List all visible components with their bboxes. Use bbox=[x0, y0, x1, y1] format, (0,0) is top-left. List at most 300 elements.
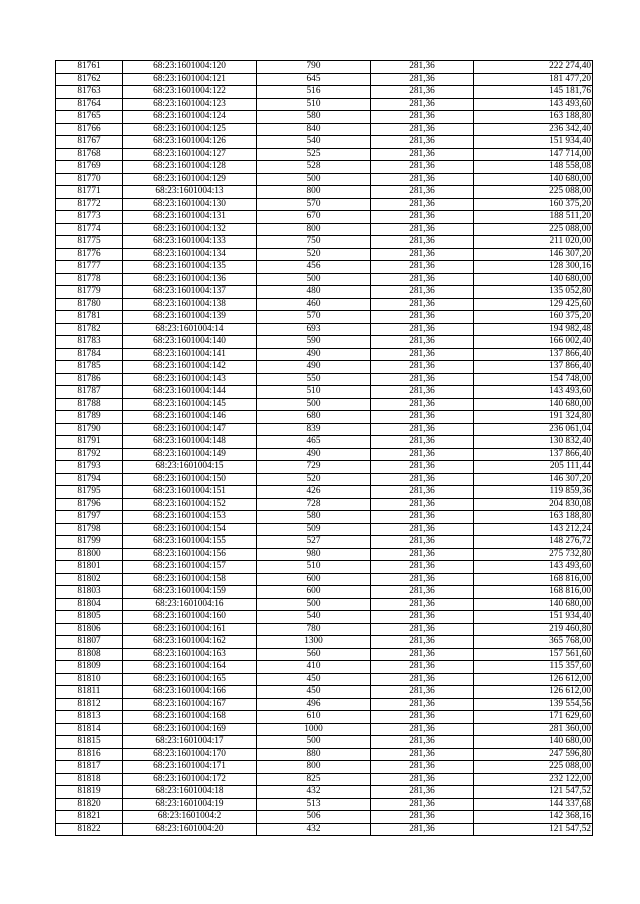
amount-cell: 166 002,40 bbox=[474, 336, 593, 349]
row-number-cell: 81793 bbox=[56, 461, 123, 474]
cadastral-number-cell: 68:23:1601004:166 bbox=[123, 686, 257, 699]
cadastral-number-cell: 68:23:1601004:132 bbox=[123, 223, 257, 236]
row-number-cell: 81786 bbox=[56, 373, 123, 386]
cadastral-number-cell: 68:23:1601004:171 bbox=[123, 761, 257, 774]
amount-cell: 148 276,72 bbox=[474, 536, 593, 549]
table-row bbox=[56, 111, 593, 124]
rate-cell: 281,36 bbox=[371, 123, 474, 136]
area-cell: 510 bbox=[257, 561, 371, 574]
amount-cell: 143 493,60 bbox=[474, 561, 593, 574]
row-number-cell: 81816 bbox=[56, 748, 123, 761]
area-cell: 800 bbox=[257, 223, 371, 236]
rate-cell: 281,36 bbox=[371, 761, 474, 774]
table-row bbox=[56, 673, 593, 686]
row-number-cell: 81814 bbox=[56, 723, 123, 736]
cadastral-number-cell: 68:23:1601004:122 bbox=[123, 86, 257, 99]
row-number-cell: 81790 bbox=[56, 423, 123, 436]
amount-cell: 163 188,80 bbox=[474, 111, 593, 124]
rate-cell: 281,36 bbox=[371, 736, 474, 749]
row-number-cell: 81773 bbox=[56, 211, 123, 224]
table-row bbox=[56, 748, 593, 761]
rate-cell: 281,36 bbox=[371, 448, 474, 461]
row-number-cell: 81779 bbox=[56, 286, 123, 299]
table-row bbox=[56, 786, 593, 799]
row-number-cell: 81762 bbox=[56, 73, 123, 86]
area-cell: 432 bbox=[257, 786, 371, 799]
amount-cell: 225 088,00 bbox=[474, 761, 593, 774]
cadastral-number-cell: 68:23:1601004:162 bbox=[123, 636, 257, 649]
area-cell: 513 bbox=[257, 798, 371, 811]
area-cell: 790 bbox=[257, 61, 371, 74]
amount-cell: 168 816,00 bbox=[474, 586, 593, 599]
table-row bbox=[56, 311, 593, 324]
row-number-cell: 81795 bbox=[56, 486, 123, 499]
cadastral-number-cell: 68:23:1601004:13 bbox=[123, 186, 257, 199]
cadastral-number-cell: 68:23:1601004:16 bbox=[123, 598, 257, 611]
table-row bbox=[56, 323, 593, 336]
area-cell: 750 bbox=[257, 236, 371, 249]
area-cell: 570 bbox=[257, 311, 371, 324]
rate-cell: 281,36 bbox=[371, 611, 474, 624]
cadastral-number-cell: 68:23:1601004:141 bbox=[123, 348, 257, 361]
area-cell: 450 bbox=[257, 686, 371, 699]
cadastral-number-cell: 68:23:1601004:163 bbox=[123, 648, 257, 661]
table-row bbox=[56, 423, 593, 436]
amount-cell: 130 832,40 bbox=[474, 436, 593, 449]
table-row bbox=[56, 498, 593, 511]
rate-cell: 281,36 bbox=[371, 748, 474, 761]
cadastral-number-cell: 68:23:1601004:153 bbox=[123, 511, 257, 524]
area-cell: 600 bbox=[257, 586, 371, 599]
cadastral-number-cell: 68:23:1601004:134 bbox=[123, 248, 257, 261]
table-row bbox=[56, 736, 593, 749]
row-number-cell: 81761 bbox=[56, 61, 123, 74]
rate-cell: 281,36 bbox=[371, 473, 474, 486]
cadastral-number-cell: 68:23:1601004:155 bbox=[123, 536, 257, 549]
rate-cell: 281,36 bbox=[371, 573, 474, 586]
row-number-cell: 81794 bbox=[56, 473, 123, 486]
table-row bbox=[56, 98, 593, 111]
table-row bbox=[56, 686, 593, 699]
table-row bbox=[56, 536, 593, 549]
cadastral-number-cell: 68:23:1601004:124 bbox=[123, 111, 257, 124]
cadastral-number-cell: 68:23:1601004:133 bbox=[123, 236, 257, 249]
row-number-cell: 81781 bbox=[56, 311, 123, 324]
table-row bbox=[56, 336, 593, 349]
row-number-cell: 81812 bbox=[56, 698, 123, 711]
area-cell: 510 bbox=[257, 98, 371, 111]
row-number-cell: 81789 bbox=[56, 411, 123, 424]
area-cell: 645 bbox=[257, 73, 371, 86]
table-row bbox=[56, 773, 593, 786]
rate-cell: 281,36 bbox=[371, 723, 474, 736]
area-cell: 580 bbox=[257, 511, 371, 524]
area-cell: 500 bbox=[257, 398, 371, 411]
area-cell: 506 bbox=[257, 811, 371, 824]
amount-cell: 154 748,00 bbox=[474, 373, 593, 386]
rate-cell: 281,36 bbox=[371, 73, 474, 86]
table-row bbox=[56, 486, 593, 499]
cadastral-number-cell: 68:23:1601004:151 bbox=[123, 486, 257, 499]
cadastral-number-cell: 68:23:1601004:143 bbox=[123, 373, 257, 386]
cadastral-number-cell: 68:23:1601004:131 bbox=[123, 211, 257, 224]
rate-cell: 281,36 bbox=[371, 398, 474, 411]
rate-cell: 281,36 bbox=[371, 661, 474, 674]
row-number-cell: 81810 bbox=[56, 673, 123, 686]
amount-cell: 188 511,20 bbox=[474, 211, 593, 224]
area-cell: 670 bbox=[257, 211, 371, 224]
row-number-cell: 81801 bbox=[56, 561, 123, 574]
table-row bbox=[56, 711, 593, 724]
amount-cell: 222 274,40 bbox=[474, 61, 593, 74]
cadastral-number-cell: 68:23:1601004:123 bbox=[123, 98, 257, 111]
row-number-cell: 81822 bbox=[56, 823, 123, 836]
amount-cell: 147 714,00 bbox=[474, 148, 593, 161]
row-number-cell: 81776 bbox=[56, 248, 123, 261]
area-cell: 480 bbox=[257, 286, 371, 299]
table-row bbox=[56, 473, 593, 486]
table-row bbox=[56, 611, 593, 624]
cadastral-number-cell: 68:23:1601004:161 bbox=[123, 623, 257, 636]
table-row bbox=[56, 198, 593, 211]
area-cell: 510 bbox=[257, 386, 371, 399]
rate-cell: 281,36 bbox=[371, 523, 474, 536]
cadastral-number-cell: 68:23:1601004:138 bbox=[123, 298, 257, 311]
area-cell: 1000 bbox=[257, 723, 371, 736]
rate-cell: 281,36 bbox=[371, 161, 474, 174]
amount-cell: 194 982,48 bbox=[474, 323, 593, 336]
table-row bbox=[56, 398, 593, 411]
row-number-cell: 81809 bbox=[56, 661, 123, 674]
table-row bbox=[56, 598, 593, 611]
area-cell: 450 bbox=[257, 673, 371, 686]
table-row bbox=[56, 823, 593, 836]
row-number-cell: 81799 bbox=[56, 536, 123, 549]
amount-cell: 146 307,20 bbox=[474, 473, 593, 486]
area-cell: 680 bbox=[257, 411, 371, 424]
amount-cell: 168 816,00 bbox=[474, 573, 593, 586]
table-row bbox=[56, 123, 593, 136]
rate-cell: 281,36 bbox=[371, 261, 474, 274]
cadastral-number-cell: 68:23:1601004:148 bbox=[123, 436, 257, 449]
row-number-cell: 81821 bbox=[56, 811, 123, 824]
row-number-cell: 81805 bbox=[56, 611, 123, 624]
rate-cell: 281,36 bbox=[371, 711, 474, 724]
cadastral-number-cell: 68:23:1601004:129 bbox=[123, 173, 257, 186]
rate-cell: 281,36 bbox=[371, 373, 474, 386]
area-cell: 825 bbox=[257, 773, 371, 786]
amount-cell: 143 493,60 bbox=[474, 98, 593, 111]
rate-cell: 281,36 bbox=[371, 511, 474, 524]
amount-cell: 140 680,00 bbox=[474, 398, 593, 411]
area-cell: 527 bbox=[257, 536, 371, 549]
row-number-cell: 81765 bbox=[56, 111, 123, 124]
table-row bbox=[56, 298, 593, 311]
row-number-cell: 81770 bbox=[56, 173, 123, 186]
amount-cell: 236 061,04 bbox=[474, 423, 593, 436]
cadastral-number-cell: 68:23:1601004:136 bbox=[123, 273, 257, 286]
row-number-cell: 81813 bbox=[56, 711, 123, 724]
table-row bbox=[56, 361, 593, 374]
amount-cell: 137 866,40 bbox=[474, 448, 593, 461]
amount-cell: 126 612,00 bbox=[474, 686, 593, 699]
cadastral-number-cell: 68:23:1601004:159 bbox=[123, 586, 257, 599]
rate-cell: 281,36 bbox=[371, 236, 474, 249]
area-cell: 520 bbox=[257, 248, 371, 261]
table-row bbox=[56, 186, 593, 199]
table-row bbox=[56, 511, 593, 524]
amount-cell: 281 360,00 bbox=[474, 723, 593, 736]
amount-cell: 146 307,20 bbox=[474, 248, 593, 261]
table-row bbox=[56, 411, 593, 424]
row-number-cell: 81804 bbox=[56, 598, 123, 611]
amount-cell: 157 561,60 bbox=[474, 648, 593, 661]
cadastral-number-cell: 68:23:1601004:137 bbox=[123, 286, 257, 299]
row-number-cell: 81778 bbox=[56, 273, 123, 286]
rate-cell: 281,36 bbox=[371, 461, 474, 474]
area-cell: 590 bbox=[257, 336, 371, 349]
row-number-cell: 81768 bbox=[56, 148, 123, 161]
row-number-cell: 81775 bbox=[56, 236, 123, 249]
rate-cell: 281,36 bbox=[371, 111, 474, 124]
row-number-cell: 81820 bbox=[56, 798, 123, 811]
rate-cell: 281,36 bbox=[371, 86, 474, 99]
rate-cell: 281,36 bbox=[371, 273, 474, 286]
rate-cell: 281,36 bbox=[371, 286, 474, 299]
row-number-cell: 81782 bbox=[56, 323, 123, 336]
cadastral-number-cell: 68:23:1601004:152 bbox=[123, 498, 257, 511]
rate-cell: 281,36 bbox=[371, 486, 474, 499]
rate-cell: 281,36 bbox=[371, 773, 474, 786]
area-cell: 560 bbox=[257, 648, 371, 661]
table-row bbox=[56, 223, 593, 236]
amount-cell: 135 052,80 bbox=[474, 286, 593, 299]
table-row bbox=[56, 798, 593, 811]
amount-cell: 171 629,60 bbox=[474, 711, 593, 724]
area-cell: 540 bbox=[257, 136, 371, 149]
area-cell: 500 bbox=[257, 736, 371, 749]
table-row bbox=[56, 373, 593, 386]
amount-cell: 211 020,00 bbox=[474, 236, 593, 249]
cadastral-number-cell: 68:23:1601004:144 bbox=[123, 386, 257, 399]
cadastral-number-cell: 68:23:1601004:146 bbox=[123, 411, 257, 424]
cadastral-number-cell: 68:23:1601004:142 bbox=[123, 361, 257, 374]
area-cell: 500 bbox=[257, 598, 371, 611]
rate-cell: 281,36 bbox=[371, 311, 474, 324]
area-cell: 456 bbox=[257, 261, 371, 274]
area-cell: 460 bbox=[257, 298, 371, 311]
rate-cell: 281,36 bbox=[371, 136, 474, 149]
rate-cell: 281,36 bbox=[371, 636, 474, 649]
cadastral-number-cell: 68:23:1601004:135 bbox=[123, 261, 257, 274]
rate-cell: 281,36 bbox=[371, 248, 474, 261]
area-cell: 410 bbox=[257, 661, 371, 674]
row-number-cell: 81802 bbox=[56, 573, 123, 586]
cadastral-number-cell: 68:23:1601004:19 bbox=[123, 798, 257, 811]
rate-cell: 281,36 bbox=[371, 823, 474, 836]
amount-cell: 137 866,40 bbox=[474, 348, 593, 361]
area-cell: 693 bbox=[257, 323, 371, 336]
row-number-cell: 81811 bbox=[56, 686, 123, 699]
cadastral-number-cell: 68:23:1601004:158 bbox=[123, 573, 257, 586]
rate-cell: 281,36 bbox=[371, 648, 474, 661]
row-number-cell: 81800 bbox=[56, 548, 123, 561]
cadastral-number-cell: 68:23:1601004:154 bbox=[123, 523, 257, 536]
area-cell: 516 bbox=[257, 86, 371, 99]
rate-cell: 281,36 bbox=[371, 411, 474, 424]
amount-cell: 160 375,20 bbox=[474, 198, 593, 211]
row-number-cell: 81808 bbox=[56, 648, 123, 661]
row-number-cell: 81772 bbox=[56, 198, 123, 211]
area-cell: 800 bbox=[257, 186, 371, 199]
amount-cell: 121 547,52 bbox=[474, 823, 593, 836]
cadastral-number-cell: 68:23:1601004:145 bbox=[123, 398, 257, 411]
table-row bbox=[56, 261, 593, 274]
area-cell: 839 bbox=[257, 423, 371, 436]
amount-cell: 145 181,76 bbox=[474, 86, 593, 99]
cadastral-number-cell: 68:23:1601004:20 bbox=[123, 823, 257, 836]
row-number-cell: 81787 bbox=[56, 386, 123, 399]
row-number-cell: 81764 bbox=[56, 98, 123, 111]
area-cell: 500 bbox=[257, 273, 371, 286]
amount-cell: 140 680,00 bbox=[474, 273, 593, 286]
row-number-cell: 81815 bbox=[56, 736, 123, 749]
table-row bbox=[56, 573, 593, 586]
cadastral-number-cell: 68:23:1601004:167 bbox=[123, 698, 257, 711]
cadastral-number-cell: 68:23:1601004:125 bbox=[123, 123, 257, 136]
table-row bbox=[56, 436, 593, 449]
rate-cell: 281,36 bbox=[371, 386, 474, 399]
row-number-cell: 81796 bbox=[56, 498, 123, 511]
cadastral-number-cell: 68:23:1601004:14 bbox=[123, 323, 257, 336]
table-row bbox=[56, 661, 593, 674]
amount-cell: 129 425,60 bbox=[474, 298, 593, 311]
table-row bbox=[56, 761, 593, 774]
rate-cell: 281,36 bbox=[371, 148, 474, 161]
rate-cell: 281,36 bbox=[371, 173, 474, 186]
cadastral-number-cell: 68:23:1601004:128 bbox=[123, 161, 257, 174]
cadastral-number-cell: 68:23:1601004:2 bbox=[123, 811, 257, 824]
cadastral-number-cell: 68:23:1601004:127 bbox=[123, 148, 257, 161]
rate-cell: 281,36 bbox=[371, 536, 474, 549]
amount-cell: 275 732,80 bbox=[474, 548, 593, 561]
table-row bbox=[56, 623, 593, 636]
rate-cell: 281,36 bbox=[371, 98, 474, 111]
amount-cell: 225 088,00 bbox=[474, 223, 593, 236]
row-number-cell: 81798 bbox=[56, 523, 123, 536]
amount-cell: 205 111,44 bbox=[474, 461, 593, 474]
row-number-cell: 81774 bbox=[56, 223, 123, 236]
area-cell: 610 bbox=[257, 711, 371, 724]
rate-cell: 281,36 bbox=[371, 198, 474, 211]
row-number-cell: 81785 bbox=[56, 361, 123, 374]
cadastral-number-cell: 68:23:1601004:172 bbox=[123, 773, 257, 786]
cadastral-number-cell: 68:23:1601004:170 bbox=[123, 748, 257, 761]
cadastral-number-cell: 68:23:1601004:164 bbox=[123, 661, 257, 674]
rate-cell: 281,36 bbox=[371, 361, 474, 374]
rate-cell: 281,36 bbox=[371, 498, 474, 511]
cadastral-number-cell: 68:23:1601004:168 bbox=[123, 711, 257, 724]
rate-cell: 281,36 bbox=[371, 673, 474, 686]
amount-cell: 365 768,00 bbox=[474, 636, 593, 649]
area-cell: 600 bbox=[257, 573, 371, 586]
table-row bbox=[56, 61, 593, 74]
table-row bbox=[56, 73, 593, 86]
row-number-cell: 81806 bbox=[56, 623, 123, 636]
table-row bbox=[56, 586, 593, 599]
rate-cell: 281,36 bbox=[371, 561, 474, 574]
amount-cell: 163 188,80 bbox=[474, 511, 593, 524]
rate-cell: 281,36 bbox=[371, 686, 474, 699]
cadastral-number-cell: 68:23:1601004:18 bbox=[123, 786, 257, 799]
row-number-cell: 81784 bbox=[56, 348, 123, 361]
area-cell: 525 bbox=[257, 148, 371, 161]
area-cell: 729 bbox=[257, 461, 371, 474]
row-number-cell: 81766 bbox=[56, 123, 123, 136]
cadastral-number-cell: 68:23:1601004:169 bbox=[123, 723, 257, 736]
rate-cell: 281,36 bbox=[371, 423, 474, 436]
row-number-cell: 81792 bbox=[56, 448, 123, 461]
row-number-cell: 81817 bbox=[56, 761, 123, 774]
amount-cell: 181 477,20 bbox=[474, 73, 593, 86]
amount-cell: 232 122,00 bbox=[474, 773, 593, 786]
table-row bbox=[56, 636, 593, 649]
row-number-cell: 81803 bbox=[56, 586, 123, 599]
table-row bbox=[56, 523, 593, 536]
cadastral-number-cell: 68:23:1601004:140 bbox=[123, 336, 257, 349]
amount-cell: 140 680,00 bbox=[474, 173, 593, 186]
data-table bbox=[55, 60, 593, 836]
area-cell: 580 bbox=[257, 111, 371, 124]
amount-cell: 143 212,24 bbox=[474, 523, 593, 536]
table-row bbox=[56, 211, 593, 224]
table-row bbox=[56, 561, 593, 574]
area-cell: 840 bbox=[257, 123, 371, 136]
amount-cell: 247 596,80 bbox=[474, 748, 593, 761]
area-cell: 1300 bbox=[257, 636, 371, 649]
area-cell: 509 bbox=[257, 523, 371, 536]
amount-cell: 219 460,80 bbox=[474, 623, 593, 636]
area-cell: 426 bbox=[257, 486, 371, 499]
table-row bbox=[56, 248, 593, 261]
cadastral-number-cell: 68:23:1601004:139 bbox=[123, 311, 257, 324]
table-row bbox=[56, 136, 593, 149]
table-row bbox=[56, 811, 593, 824]
cadastral-number-cell: 68:23:1601004:165 bbox=[123, 673, 257, 686]
amount-cell: 121 547,52 bbox=[474, 786, 593, 799]
cadastral-number-cell: 68:23:1601004:15 bbox=[123, 461, 257, 474]
area-cell: 490 bbox=[257, 361, 371, 374]
amount-cell: 236 342,40 bbox=[474, 123, 593, 136]
rate-cell: 281,36 bbox=[371, 348, 474, 361]
table-row bbox=[56, 448, 593, 461]
cadastral-number-cell: 68:23:1601004:160 bbox=[123, 611, 257, 624]
area-cell: 980 bbox=[257, 548, 371, 561]
table-row bbox=[56, 148, 593, 161]
area-cell: 540 bbox=[257, 611, 371, 624]
row-number-cell: 81819 bbox=[56, 786, 123, 799]
row-number-cell: 81763 bbox=[56, 86, 123, 99]
table-row bbox=[56, 348, 593, 361]
cadastral-number-cell: 68:23:1601004:121 bbox=[123, 73, 257, 86]
amount-cell: 137 866,40 bbox=[474, 361, 593, 374]
amount-cell: 126 612,00 bbox=[474, 673, 593, 686]
cadastral-number-cell: 68:23:1601004:130 bbox=[123, 198, 257, 211]
row-number-cell: 81791 bbox=[56, 436, 123, 449]
area-cell: 800 bbox=[257, 761, 371, 774]
rate-cell: 281,36 bbox=[371, 586, 474, 599]
area-cell: 490 bbox=[257, 448, 371, 461]
